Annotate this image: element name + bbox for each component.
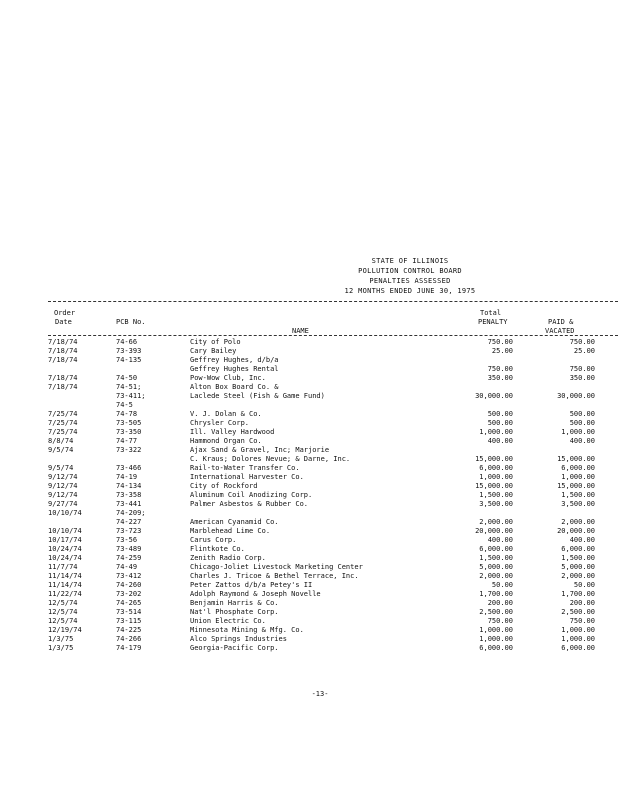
doc-title-line4: 12 MONTHS ENDED JUNE 30, 1975	[344, 287, 476, 295]
table-row	[0, 446, 621, 455]
table-row	[0, 491, 621, 500]
header-divider-bottom	[48, 335, 618, 336]
pcb-number: 74-66	[116, 338, 138, 346]
header-divider-top	[48, 301, 618, 302]
party-name: Pow-Wow Club, Inc.	[190, 374, 266, 382]
paid-vacated-amount: 350.00	[569, 374, 595, 382]
order-date: 10/17/74	[48, 536, 82, 544]
table-row	[0, 545, 621, 554]
penalty-amount: 50.00	[491, 581, 513, 589]
pcb-number: 74-77	[116, 437, 138, 445]
order-date: 11/14/74	[48, 581, 82, 589]
penalty-amount: 20,000.00	[475, 527, 513, 535]
penalty-amount: 1,500.00	[479, 554, 513, 562]
pcb-number: 74-78	[116, 410, 138, 418]
table-row	[0, 365, 621, 374]
pcb-number: 74-179	[116, 644, 142, 652]
table-row	[0, 419, 621, 428]
penalty-amount: 15,000.00	[475, 482, 513, 490]
table-row	[0, 626, 621, 635]
party-name: Alco Springs Industries	[190, 635, 287, 643]
order-date: 11/14/74	[48, 572, 82, 580]
col-total-label: Total	[480, 309, 502, 317]
table-row	[0, 464, 621, 473]
pcb-number: 73-489	[116, 545, 142, 553]
table-row	[0, 644, 621, 653]
pcb-number: 73-411;	[116, 392, 146, 400]
table-row	[0, 554, 621, 563]
party-name: Alton Box Board Co. &	[190, 383, 279, 391]
penalty-amount: 1,500.00	[479, 491, 513, 499]
party-name: Georgia-Pacific Corp.	[190, 644, 279, 652]
order-date: 11/22/74	[48, 590, 82, 598]
penalty-amount: 400.00	[487, 437, 513, 445]
party-name: Carus Corp.	[190, 536, 237, 544]
penalty-amount: 750.00	[487, 338, 513, 346]
penalty-amount: 25.00	[491, 347, 513, 355]
table-row	[0, 392, 621, 401]
order-date: 1/3/75	[48, 644, 74, 652]
pcb-number: 73-115	[116, 617, 142, 625]
party-name: Union Electric Co.	[190, 617, 266, 625]
paid-vacated-amount: 200.00	[569, 599, 595, 607]
paid-vacated-amount: 1,000.00	[561, 473, 595, 481]
table-row	[0, 527, 621, 536]
penalty-amount: 500.00	[487, 410, 513, 418]
order-date: 12/5/74	[48, 599, 78, 607]
table-row	[0, 338, 621, 347]
penalty-amount: 200.00	[487, 599, 513, 607]
paid-vacated-amount: 400.00	[569, 437, 595, 445]
party-name: Peter Zattos d/b/a Petey's II	[190, 581, 313, 589]
order-date: 7/25/74	[48, 410, 78, 418]
party-name: American Cyanamid Co.	[190, 518, 279, 526]
penalty-amount: 400.00	[487, 536, 513, 544]
pcb-number: 73-358	[116, 491, 142, 499]
paid-vacated-amount: 750.00	[569, 617, 595, 625]
order-date: 7/18/74	[48, 356, 78, 364]
pcb-number: 73-322	[116, 446, 142, 454]
pcb-number: 73-723	[116, 527, 142, 535]
pcb-number: 74-134	[116, 482, 142, 490]
order-date: 9/5/74	[48, 464, 74, 472]
penalty-amount: 1,000.00	[479, 473, 513, 481]
paid-vacated-amount: 750.00	[569, 365, 595, 373]
party-name: Marblehead Lime Co.	[190, 527, 271, 535]
order-date: 7/25/74	[48, 428, 78, 436]
order-date: 9/12/74	[48, 491, 78, 499]
party-name: City of Polo	[190, 338, 241, 346]
paid-vacated-amount: 6,000.00	[561, 545, 595, 553]
party-name: International Harvester Co.	[190, 473, 304, 481]
table-row	[0, 347, 621, 356]
penalty-amount: 3,500.00	[479, 500, 513, 508]
penalty-amount: 2,000.00	[479, 572, 513, 580]
party-name: Ill. Valley Hardwood	[190, 428, 275, 436]
paid-vacated-amount: 15,000.00	[557, 482, 595, 490]
paid-vacated-amount: 1,700.00	[561, 590, 595, 598]
table-row	[0, 608, 621, 617]
penalty-amount: 750.00	[487, 365, 513, 373]
party-name: Benjamin Harris & Co.	[190, 599, 279, 607]
col-pcb-label: PCB No.	[116, 318, 146, 326]
paid-vacated-amount: 500.00	[569, 410, 595, 418]
penalty-amount: 1,000.00	[479, 428, 513, 436]
table-row	[0, 599, 621, 608]
order-date: 9/5/74	[48, 446, 74, 454]
order-date: 12/19/74	[48, 626, 82, 634]
paid-vacated-amount: 25.00	[573, 347, 595, 355]
pcb-number: 74-260	[116, 581, 142, 589]
pcb-number: 74-265	[116, 599, 142, 607]
paid-vacated-amount: 50.00	[573, 581, 595, 589]
table-row	[0, 635, 621, 644]
col-paid-label: PAID &	[548, 318, 574, 326]
party-name: Zenith Radio Corp.	[190, 554, 266, 562]
paid-vacated-amount: 6,000.00	[561, 644, 595, 652]
penalty-amount: 2,000.00	[479, 518, 513, 526]
table-row	[0, 572, 621, 581]
party-name: Flintkote Co.	[190, 545, 245, 553]
penalty-amount: 30,000.00	[475, 392, 513, 400]
pcb-number: 74-227	[116, 518, 142, 526]
pcb-number: 74-225	[116, 626, 142, 634]
pcb-number: 73-412	[116, 572, 142, 580]
table-row	[0, 401, 621, 410]
table-row	[0, 374, 621, 383]
table-row	[0, 383, 621, 392]
table-row	[0, 356, 621, 365]
col-name-label: NAME	[292, 327, 309, 335]
pcb-number: 74-5	[116, 401, 133, 409]
table-row	[0, 473, 621, 482]
table-row	[0, 563, 621, 572]
party-name: Aluminum Coil Anodizing Corp.	[190, 491, 313, 499]
paid-vacated-amount: 1,000.00	[561, 428, 595, 436]
pcb-number: 73-202	[116, 590, 142, 598]
paid-vacated-amount: 30,000.00	[557, 392, 595, 400]
paid-vacated-amount: 1,500.00	[561, 491, 595, 499]
order-date: 7/25/74	[48, 419, 78, 427]
party-name: Cary Bailey	[190, 347, 237, 355]
col-vacated-label: VACATED	[545, 327, 575, 335]
paid-vacated-amount: 2,000.00	[561, 518, 595, 526]
col-order-label: Order	[54, 309, 76, 317]
table-row	[0, 590, 621, 599]
table-row	[0, 581, 621, 590]
table-row	[0, 437, 621, 446]
order-date: 10/10/74	[48, 527, 82, 535]
penalty-amount: 5,000.00	[479, 563, 513, 571]
order-date: 7/18/74	[48, 338, 78, 346]
party-name: Nat'l Phosphate Corp.	[190, 608, 279, 616]
col-date-label: Date	[55, 318, 72, 326]
penalty-amount: 350.00	[487, 374, 513, 382]
doc-title-line1: STATE OF ILLINOIS	[371, 257, 449, 265]
party-name: V. J. Dolan & Co.	[190, 410, 262, 418]
order-date: 1/3/75	[48, 635, 74, 643]
paid-vacated-amount: 2,000.00	[561, 572, 595, 580]
order-date: 10/24/74	[48, 554, 82, 562]
table-row	[0, 410, 621, 419]
pcb-number: 74-50	[116, 374, 138, 382]
order-date: 10/10/74	[48, 509, 82, 517]
order-date: 9/12/74	[48, 482, 78, 490]
paid-vacated-amount: 1,000.00	[561, 635, 595, 643]
pcb-number: 73-514	[116, 608, 142, 616]
table-row	[0, 428, 621, 437]
order-date: 8/8/74	[48, 437, 74, 445]
table-row	[0, 455, 621, 464]
party-name: Ajax Sand & Gravel, Inc; Marjorie	[190, 446, 330, 454]
order-date: 9/12/74	[48, 473, 78, 481]
pcb-number: 74-259	[116, 554, 142, 562]
party-name: Hammond Organ Co.	[190, 437, 262, 445]
penalty-amount: 6,000.00	[479, 545, 513, 553]
pcb-number: 74-266	[116, 635, 142, 643]
pcb-number: 74-19	[116, 473, 138, 481]
penalty-amount: 500.00	[487, 419, 513, 427]
paid-vacated-amount: 6,000.00	[561, 464, 595, 472]
paid-vacated-amount: 1,500.00	[561, 554, 595, 562]
penalty-amount: 6,000.00	[479, 644, 513, 652]
paid-vacated-amount: 1,000.00	[561, 626, 595, 634]
pcb-number: 74-209;	[116, 509, 146, 517]
doc-title-line2: POLLUTION CONTROL BOARD	[358, 267, 462, 275]
paid-vacated-amount: 20,000.00	[557, 527, 595, 535]
table-row	[0, 617, 621, 626]
party-name: C. Kraus; Dolores Nevue; & Darne, Inc.	[190, 455, 351, 463]
penalty-amount: 6,000.00	[479, 464, 513, 472]
pcb-number: 73-441	[116, 500, 142, 508]
penalty-amount: 2,500.00	[479, 608, 513, 616]
order-date: 10/24/74	[48, 545, 82, 553]
party-name: Rail-to-Water Transfer Co.	[190, 464, 300, 472]
pcb-number: 74-135	[116, 356, 142, 364]
pcb-number: 73-466	[116, 464, 142, 472]
party-name: Minnesota Mining & Mfg. Co.	[190, 626, 304, 634]
penalty-amount: 1,700.00	[479, 590, 513, 598]
paid-vacated-amount: 15,000.00	[557, 455, 595, 463]
order-date: 7/18/74	[48, 374, 78, 382]
paid-vacated-amount: 750.00	[569, 338, 595, 346]
pcb-number: 73-393	[116, 347, 142, 355]
paid-vacated-amount: 3,500.00	[561, 500, 595, 508]
table-row	[0, 500, 621, 509]
table-row	[0, 518, 621, 527]
pcb-number: 74-49	[116, 563, 138, 571]
paid-vacated-amount: 500.00	[569, 419, 595, 427]
paid-vacated-amount: 2,500.00	[561, 608, 595, 616]
table-row	[0, 509, 621, 518]
order-date: 12/5/74	[48, 617, 78, 625]
order-date: 9/27/74	[48, 500, 78, 508]
party-name: Chicago-Joliet Livestock Marketing Center	[190, 563, 363, 571]
table-row	[0, 482, 621, 491]
order-date: 11/7/74	[48, 563, 78, 571]
table-row	[0, 536, 621, 545]
pcb-number: 74-51;	[116, 383, 142, 391]
party-name: Charles J. Tricoe & Bethel Terrace, Inc.	[190, 572, 359, 580]
pcb-number: 73-350	[116, 428, 142, 436]
party-name: Palmer Asbestos & Rubber Co.	[190, 500, 309, 508]
party-name: Geffrey Hughes Rental	[190, 365, 279, 373]
order-date: 7/18/74	[48, 383, 78, 391]
party-name: Geffrey Hughes, d/b/a	[190, 356, 279, 364]
pcb-number: 73-56	[116, 536, 138, 544]
party-name: Laclede Steel (Fish & Game Fund)	[190, 392, 325, 400]
paid-vacated-amount: 400.00	[569, 536, 595, 544]
paid-vacated-amount: 5,000.00	[561, 563, 595, 571]
col-penalty-label: PENALTY	[478, 318, 508, 326]
penalty-amount: 1,000.00	[479, 635, 513, 643]
order-date: 7/18/74	[48, 347, 78, 355]
order-date: 12/5/74	[48, 608, 78, 616]
penalty-amount: 15,000.00	[475, 455, 513, 463]
penalty-amount: 750.00	[487, 617, 513, 625]
party-name: City of Rockford	[190, 482, 258, 490]
doc-title-line3: PENALTIES ASSESSED	[369, 277, 451, 285]
party-name: Adolph Raymond & Joseph Novelle	[190, 590, 321, 598]
party-name: Chrysler Corp.	[190, 419, 250, 427]
penalty-amount: 1,000.00	[479, 626, 513, 634]
pcb-number: 73-505	[116, 419, 142, 427]
page-number: -13-	[311, 690, 329, 698]
